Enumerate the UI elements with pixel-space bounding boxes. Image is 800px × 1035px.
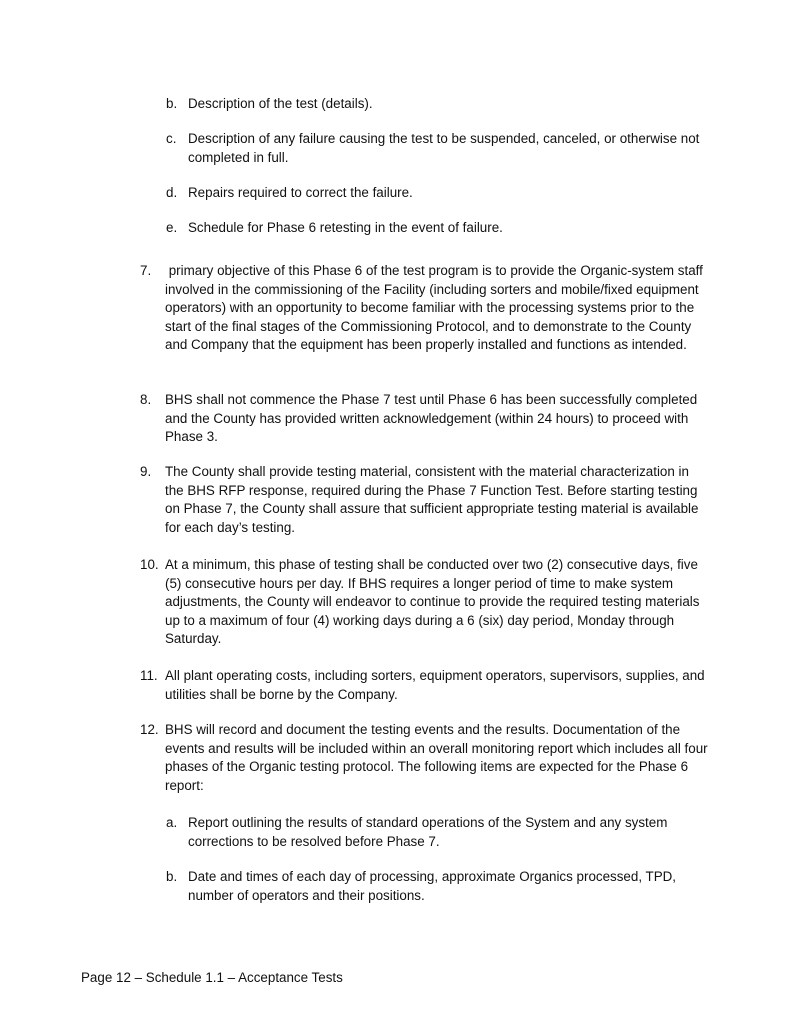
list-item-d-repairs: [166, 184, 711, 203]
list-item-e-retesting-schedule: [166, 219, 711, 238]
list-marker: b.: [166, 869, 178, 884]
list-item-b-processing-dates: [166, 868, 711, 905]
list-marker: 11.: [140, 668, 158, 683]
list-item-text: Repairs required to correct the failure.: [188, 185, 413, 200]
list-marker: c.: [166, 131, 177, 146]
list-marker: b.: [166, 96, 178, 111]
list-marker: 7.: [140, 263, 152, 278]
list-item-a-report-outline: [166, 814, 711, 851]
list-marker: 9.: [140, 464, 152, 479]
list-marker: d.: [166, 185, 178, 200]
list-item-text: BHS will record and document the testing events and the results. Documentation of the events and results will be included within an overall monitoring report which includes all four phases of the Organic testing protocol. The following items are expected for the Phase 6 report:: [165, 722, 708, 793]
list-item-c-failure-description: [166, 130, 711, 167]
list-item-text: Date and times of each day of processing, approximate Organics processed, TPD, number of operators and their positions.: [188, 869, 677, 903]
list-marker: 10.: [140, 557, 159, 572]
list-item-8-commencement: [140, 391, 711, 447]
list-marker: a.: [166, 815, 178, 830]
list-item-text: Schedule for Phase 6 retesting in the event of failure.: [188, 220, 503, 235]
list-item-text: The County shall provide testing material, consistent with the material characterization in the BHS RFP response, required during the Phase 7 Function Test. Before starting testing on Phase 7, the County shall assure that sufficient appropriate testing material is available for each day’s testing.: [165, 464, 699, 535]
list-item-text: At a minimum, this phase of testing shall be conducted over two (2) consecutive days, five (5) consecutive hours per day. If BHS requires a longer period of time to make system adjustments, the County will endeavor to continue to provide the required testing materials up to a maximum of four (4) working days during a 6 (six) day period, Monday through Saturday.: [165, 557, 700, 647]
list-item-text: Description of the test (details).: [188, 96, 373, 111]
list-item-b-test-description: [166, 95, 711, 114]
list-item-12-documentation: [140, 721, 711, 795]
list-item-11-operating-costs: [140, 667, 711, 704]
list-item-text: Report outlining the results of standard operations of the System and any system corrections to be resolved before Phase 7.: [188, 815, 668, 849]
list-item-7-primary-objective: [140, 262, 711, 355]
list-item-text: Description of any failure causing the test to be suspended, canceled, or otherwise not completed in full.: [188, 131, 700, 165]
list-item-text: BHS shall not commence the Phase 7 test until Phase 6 has been successfully completed and the County has provided written acknowledgement (within 24 hours) to proceed with Phase 3.: [165, 392, 698, 445]
list-item-9-testing-material: [140, 463, 711, 537]
list-marker: 12.: [140, 722, 159, 737]
list-item-text: All plant operating costs, including sorters, equipment operators, supervisors, supplies, and utilities shall be borne by the Company.: [165, 668, 705, 702]
list-marker: e.: [166, 220, 178, 235]
page-footer: Page 12 – Schedule 1.1 – Acceptance Tests: [81, 970, 343, 985]
list-item-text: primary objective of this Phase 6 of the test program is to provide the Organic-system staff involved in the commissioning of the Facility (including sorters and mobile/fixed equipment operators) with an opportunity to become familiar with the processing systems prior to the start of the final stages of the Commissioning Protocol, and to demonstrate to the County and Company that the equipment has been properly installed and functions as intended.: [165, 263, 707, 353]
list-item-10-testing-duration: [140, 556, 711, 649]
list-marker: 8.: [140, 392, 152, 407]
